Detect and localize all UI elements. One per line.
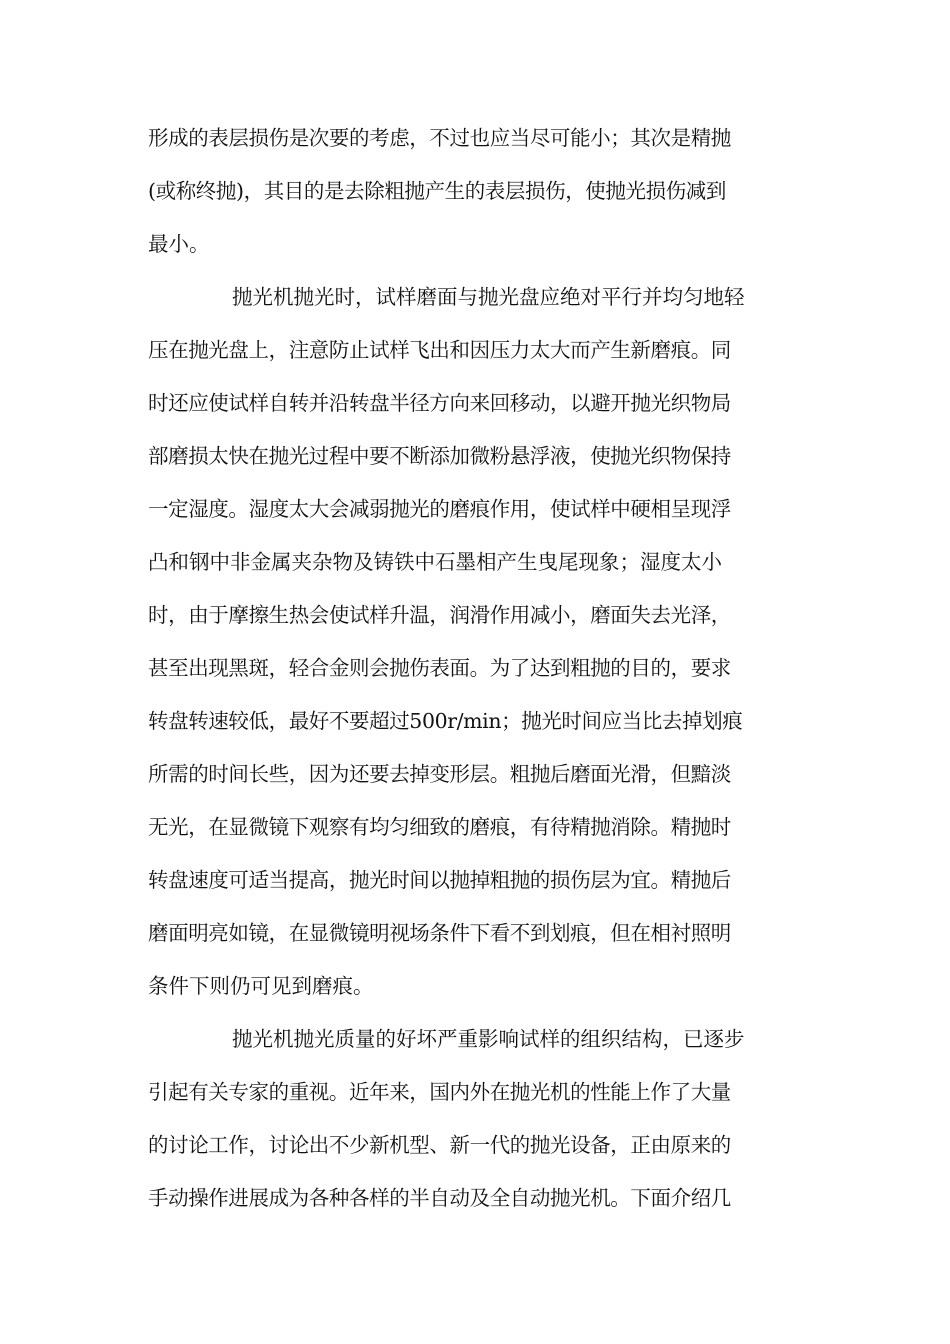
text-line: 凸和钢中非金属夹杂物及铸铁中石墨相产生曳尾现象；湿度太小 — [148, 550, 722, 574]
text-line: 抛光机抛光时，试样磨面与抛光盘应绝对平行并均匀地轻 — [232, 285, 745, 309]
paragraph-2 — [148, 279, 808, 1021]
text-line: 无光，在显微镜下观察有均匀细致的磨痕，有待精抛消除。精抛时 — [148, 815, 731, 839]
text-line: 时，由于摩擦生热会使试样升温，润滑作用减小，磨面失去光泽， — [148, 603, 731, 627]
text-line: 条件下则仍可见到磨痕。 — [148, 974, 374, 998]
text-line: 所需的时间长些，因为还要去掉变形层。粗抛后磨面光滑，但黯淡 — [148, 762, 731, 786]
paragraph-3 — [148, 1021, 808, 1233]
text-line: 最小。 — [148, 232, 210, 256]
text-line: 一定湿度。湿度太大会减弱抛光的磨痕作用，使试样中硬相呈现浮 — [148, 497, 731, 521]
text-line: 时还应使试样自转并沿转盘半径方向来回移动，以避开抛光织物局 — [148, 391, 731, 415]
body-text — [148, 120, 808, 1233]
text-line: 引起有关专家的重视。近年来，国内外在抛光机的性能上作了大量 — [148, 1080, 731, 1104]
text-line: 转盘转速较低，最好不要超过500r/min；抛光时间应当比去掉划痕 — [148, 709, 743, 733]
text-line: 形成的表层损伤是次要的考虑，不过也应当尽可能小；其次是精抛 — [148, 126, 731, 150]
text-line: 转盘速度可适当提高，抛光时间以抛掉粗抛的损伤层为宜。精抛后 — [148, 868, 731, 892]
text-line: (或称终抛)，其目的是去除粗抛产生的表层损伤，使抛光损伤减到 — [148, 179, 726, 203]
text-line: 的讨论工作，讨论出不少新机型、新一代的抛光设备，正由原来的 — [148, 1133, 731, 1157]
paragraph-1 — [148, 120, 808, 279]
text-line: 磨面明亮如镜，在显微镜明视场条件下看不到划痕，但在相衬照明 — [148, 921, 731, 945]
text-line: 手动操作进展成为各种各样的半自动及全自动抛光机。下面介绍几 — [148, 1186, 731, 1210]
text-line: 甚至出现黑斑，轻合金则会抛伤表面。为了达到粗抛的目的，要求 — [148, 656, 731, 680]
text-line: 压在抛光盘上，注意防止试样飞出和因压力太大而产生新磨痕。同 — [148, 338, 731, 362]
text-line: 抛光机抛光质量的好坏严重影响试样的组织结构，已逐步 — [232, 1027, 745, 1051]
text-line: 部磨损太快在抛光过程中要不断添加微粉悬浮液，使抛光织物保持 — [148, 444, 731, 468]
